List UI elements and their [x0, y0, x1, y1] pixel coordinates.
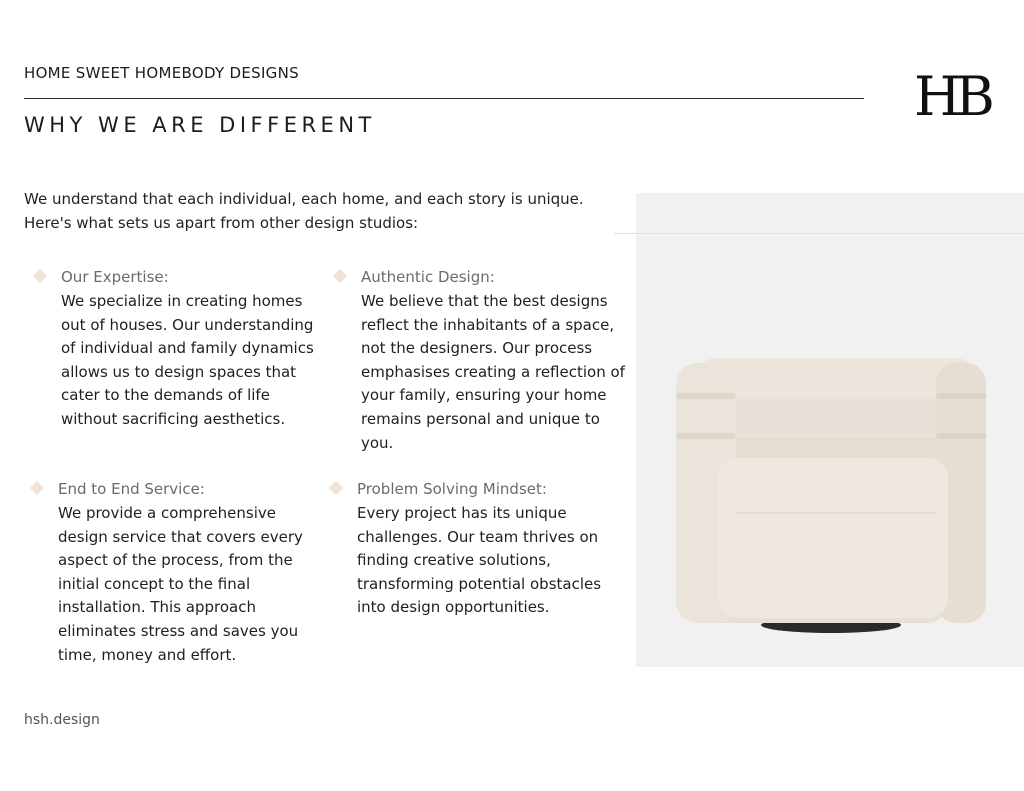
feature-description: We specialize in creating homes out of houses. Our understanding of individual and family dynamics allows us to design spaces that cater to the demands of life without sacrificing aesthetics.: [61, 292, 314, 428]
feature-description: We provide a comprehensive design service that covers every aspect of the process, from the initial concept to the final installation. This approach eliminates stress and saves you time, money and effort.: [58, 504, 303, 664]
chair-back-roll-top: [696, 358, 976, 398]
chair-seat-cushion: [718, 458, 948, 618]
accent-line: [614, 233, 1024, 234]
diamond-bullet-icon: [329, 481, 343, 495]
feature-title: Problem Solving Mindset:: [357, 480, 547, 498]
diamond-bullet-icon: [30, 481, 44, 495]
feature-title: End to End Service:: [58, 480, 205, 498]
feature-authentic-design: [361, 266, 625, 455]
brand-name: HOME SWEET HOMEBODY DESIGNS: [24, 64, 299, 82]
feature-description: Every project has its unique challenges. Our team thrives on finding creative solutions, transforming potential obstacles into design opportunities.: [357, 504, 602, 617]
diamond-bullet-icon: [33, 269, 47, 283]
page-title: WHY WE ARE DIFFERENT: [24, 113, 376, 137]
feature-problem-solving-mindset: [357, 478, 621, 620]
website-url: hsh.design: [24, 712, 100, 728]
intro-paragraph: We understand that each individual, each home, and each story is unique. Here's what sets us apart from other design studios:: [24, 190, 584, 232]
armchair-photo: [636, 193, 1024, 667]
feature-end-to-end-service: [58, 478, 322, 667]
header-divider: [24, 98, 864, 99]
feature-title: Authentic Design:: [361, 268, 495, 286]
armchair-illustration: [636, 193, 1024, 667]
feature-our-expertise: [61, 266, 329, 432]
feature-title: Our Expertise:: [61, 268, 169, 286]
chair-back-roll-middle: [696, 398, 976, 438]
feature-description: We believe that the best designs reflect the inhabitants of a space, not the designers. Our process emphasises creating a reflection of your family, ensuring your home remains personal and unique to you.: [361, 292, 625, 452]
diamond-bullet-icon: [333, 269, 347, 283]
hb-logo: HB: [914, 65, 989, 128]
